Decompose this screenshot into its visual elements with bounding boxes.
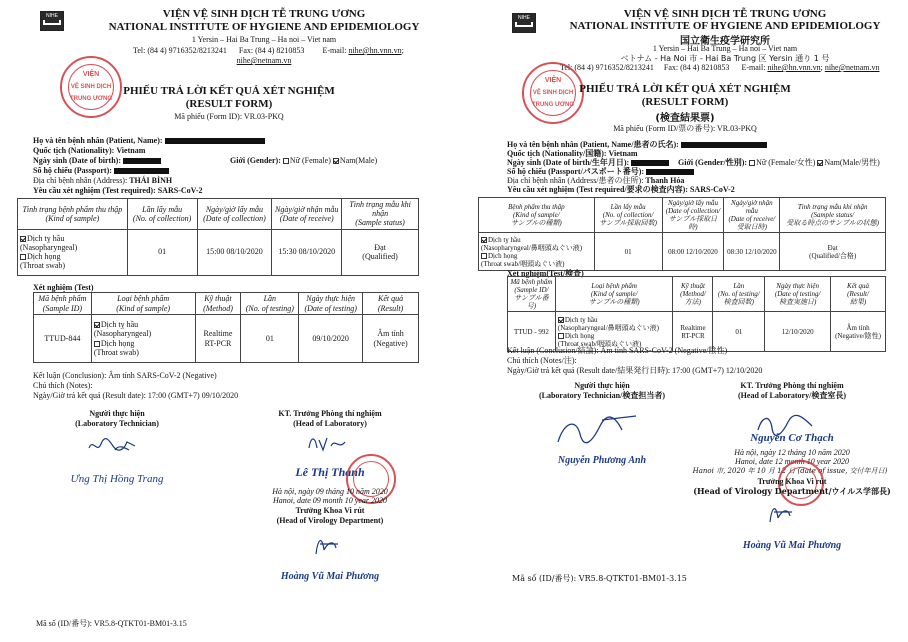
testing-date-cell: 12/10/2020 [765, 312, 831, 352]
virology-head-name: Hoàng Vũ Mai Phương [742, 540, 842, 551]
collection-no-cell: 01 [127, 229, 197, 275]
passport-row: Số hộ chiếu (Passport/パスポート番号): [507, 166, 694, 177]
virology-head-title-en: (Head of Virology Department/ウイルス学部長) [693, 486, 891, 496]
institute-logo [512, 13, 536, 33]
testing-label: Xét nghiệm (Test) [33, 283, 94, 292]
method-header: Kỹ thuật (Method) [195, 293, 241, 315]
email-link-2[interactable]: nihe@netnam.vn [824, 63, 880, 72]
receive-date-header: Ngày/giờ nhận mẫu (Date of receive) [272, 199, 342, 230]
virology-head-title: Trưởng Khoa Vi rút [295, 506, 365, 515]
lab-head-signature [305, 430, 349, 456]
test-required-row: Yêu cầu xét nghiệm (Test required/要求の検査内容): SARS-CoV-2 [507, 185, 735, 194]
institute-name-vn: VIỆN VỆ SINH DỊCH TỄ TRUNG ƯƠNG [162, 8, 366, 20]
logo-text: NIHE [518, 15, 530, 21]
throat-checkbox [481, 253, 487, 259]
virology-head-signature [308, 532, 348, 560]
female-checkbox[interactable] [283, 158, 289, 164]
collection-date-header: Ngày/giờ lấy mẫu (Date of collection) [197, 199, 272, 230]
footer-code: Mã số (ID/番号): VR5.8-QTKT01-BM01-3.15 [36, 619, 187, 628]
method-cell: Realtime RT-PCR [195, 315, 241, 363]
nasopharyngeal-checkbox [481, 237, 487, 243]
form-title-vn: PHIẾU TRẢ LỜI KẾT QUẢ XÉT NGHIỆM [123, 85, 335, 97]
test-table [33, 292, 419, 363]
issue-date-vn: Hà nội, ngày 09 tháng 10 năm 2020 [272, 487, 388, 496]
collection-date-cell: 15:00 08/10/2020 [197, 229, 272, 275]
receive-date-cell: 15:30 08/10/2020 [272, 229, 342, 275]
method-header: Kỹ thuật (Method/ 方法) [673, 277, 713, 312]
technician-title-en: (Laboratory Technician/検査担当者) [538, 391, 665, 400]
collection-date-cell: 08:00 12/10/2020 [662, 233, 724, 271]
passport-row: Số hộ chiếu (Passport): [33, 166, 169, 175]
sample-kind-header: Tình trạng bệnh phẩm thu thập (Kind of sample) [18, 199, 128, 230]
sample-status-header: Tình trạng mẫu khi nhận (Sample status/ 受取る時点のサンプルの状態) [780, 198, 886, 233]
contact-line: Tel: (84 4) 9716352/8213241 Fax: (84 4) 8210853 E-mail: nihe@hn.vnn.vn; [133, 46, 404, 55]
nationality-row: Quốc tịch (Nationality/国籍): Vietnam [507, 149, 638, 158]
kind-header: Loại bệnh phẩm (Kind of sample/ サンプルの種類) [555, 277, 673, 312]
sample-status-cell: Đạt (Qualified) [342, 229, 419, 275]
lab-head-name: Nguyễn Cơ Thạch [750, 432, 834, 444]
contact-line: Tel: (84 4) 9716352/8213241 Fax: (84 4) 8210853 E-mail: nihe@hn.vnn.vn; nihe@netnam.vn [560, 63, 880, 72]
fax: Fax: (84 4) 8210853 [663, 63, 730, 72]
result-form-multilingual [462, 0, 908, 642]
technician-signature [85, 432, 145, 458]
patient-name-row: Họ và tên bệnh nhân (Patient, Name/患者の氏名): [507, 139, 767, 150]
technician-name: Ưng Thị Hồng Trang [70, 473, 164, 485]
kind-cell: Dịch tỵ hầu (Nasopharyngeal/鼻咽頭ぬぐい液) Dịch họng (Throat swab/咽頭ぬぐい液) [555, 312, 673, 352]
testing-no-cell: 01 [713, 312, 765, 352]
sample-table [478, 197, 886, 271]
institute-name-en: NATIONAL INSTITUTE OF HYGIENE AND EPIDEMIOLOGY [569, 20, 881, 32]
email-link-2[interactable]: nihe@netnam.vn [236, 56, 292, 65]
redacted-name [681, 142, 767, 148]
address-row: Địa chỉ bệnh nhân (Address): THÁI BÌNH [33, 176, 173, 185]
address-row: Địa chỉ bệnh nhân (Address/患者の住所): Thanh Hóa [507, 176, 685, 185]
email-label: E-mail: [741, 63, 766, 72]
institute-name-jp: 国立衛生疫学研究所 [680, 36, 770, 47]
test-table [507, 276, 886, 352]
conclusion: Kết luận (Conclusion): Âm tính SARS-CoV-2 (Negative) [33, 371, 217, 380]
gender-row: Giới (Gender): Nữ (Female) Nam(Male) [230, 156, 378, 165]
lab-head-title: KT. Trưởng Phòng thí nghiệm [278, 409, 382, 418]
throat-checkbox [20, 254, 26, 260]
virology-head-name: Hoàng Vũ Mai Phương [280, 571, 380, 582]
technician-title-en: (Laboratory Technician) [75, 419, 159, 428]
nasopharyngeal-checkbox [20, 236, 26, 242]
sample-status-header: Tình trạng mẫu khi nhận (Sample status) [342, 199, 419, 230]
issue-date-vn: Hà nội, ngày 12 tháng 10 năm 2020 [734, 448, 850, 457]
collection-no-header: Lần lấy mẫu (No. of collection) [127, 199, 197, 230]
form-title-jp: (検査結果票) [655, 113, 715, 124]
nationality-row: Quốc tịch (Nationality): Vietnam [33, 146, 146, 155]
virology-head-title: Trưởng Khoa Vi rút [757, 477, 827, 486]
form-title-en: (RESULT FORM) [641, 96, 729, 108]
male-checkbox[interactable] [333, 158, 339, 164]
male-checkbox[interactable] [817, 160, 823, 166]
test-row [34, 315, 419, 363]
sample-kind-cell: Dịch tỵ hầu (Nasopharyngeal) Dịch họng (Throat swab) [18, 229, 128, 275]
testing-label: Xét nghiệm(Test/検査) [507, 269, 584, 278]
notes: Chú thích (Notes): [33, 381, 93, 390]
collection-no-cell: 01 [594, 233, 662, 271]
sample-kind-cell: Dịch tỵ hầu (Nasopharyngeal/鼻咽頭ぬぐい液) Dịch họng (Throat swab/咽頭ぬぐい液) [479, 233, 595, 271]
institute-name-en: NATIONAL INSTITUTE OF HYGIENE AND EPIDEMIOLOGY [108, 21, 420, 33]
sample-status-cell: Đạt (Qualified/合格) [780, 233, 886, 271]
receive-date-header: Ngày/giờ nhận mẫu (Date of receive/ 受取日時) [724, 198, 780, 233]
female-checkbox[interactable] [749, 160, 755, 166]
form-id: Mã phiếu (Form ID): VR.03-PKQ [174, 112, 284, 121]
testing-no-header: Lần (No. of testing/ 検査回数) [713, 277, 765, 312]
sample-id-header: Mã bệnh phẩm (Sample ID) [34, 293, 92, 315]
patient-name-row: Họ và tên bệnh nhân (Patient, Name): [33, 136, 265, 145]
institute-stamp: VIỆN VỆ SINH DỊCH TRUNG ƯƠNG [522, 62, 584, 124]
receive-date-cell: 08:30 12/10/2020 [724, 233, 780, 271]
result-date: Ngày/Giờ trả kết quả (Result date/結果発行日時): 17:00 (GMT+7) 12/10/2020 [507, 366, 763, 375]
virology-head-title-en: (Head of Virology Department) [276, 516, 384, 525]
issue-date-jp: Hanoi 市, 2020 年 10 月 12 日 (date of issue, 交付年月日) [692, 467, 888, 475]
institute-logo [40, 11, 64, 31]
sample-id-cell: TTUD-844 [34, 315, 92, 363]
collection-date-header: Ngày/giờ lấy mẫu (Date of collection/ サンプル採取日時) [662, 198, 724, 233]
testing-date-cell: 09/10/2020 [299, 315, 363, 363]
collection-no-header: Lần lấy mẫu (No. of collection/ サンプル採取回数) [594, 198, 662, 233]
tel: Tel: (84 4) 9716352/8213241 [133, 46, 227, 55]
sample-row [479, 233, 886, 271]
form-title-vn: PHIẾU TRẢ LỜI KẾT QUẢ XÉT NGHIỆM [579, 83, 791, 95]
test-required-row: Yêu cầu xét nghiệm (Test required): SARS-CoV-2 [33, 186, 203, 195]
result-header: Kết quả (Result) [363, 293, 419, 315]
testing-date-header: Ngày thực hiện (Date of testing/ 検査実施日) [765, 277, 831, 312]
form-id: Mã phiếu (Form ID/票の番号): VR.03-PKQ [613, 124, 757, 133]
institute-address: 1 Yersin – Hai Ba Trung – Ha noi – Viet nam [191, 35, 337, 44]
technician-title: Người thực hiện [574, 381, 630, 390]
sample-row [18, 229, 419, 275]
institute-name-vn: VIỆN VỆ SINH DỊCH TỄ TRUNG ƯƠNG [623, 8, 827, 20]
dob-row: Ngày sinh (Date of birth): [33, 156, 161, 165]
testing-no-header: Lần (No. of testing) [241, 293, 299, 315]
sample-table [17, 198, 419, 276]
temple-roof-icon [515, 22, 533, 27]
institute-address-jp: ベトナム - Ha Noi 市 - Hai Ba Trung 区 Yersin 通り 1 号 [620, 54, 830, 63]
issue-date-en: Hanoi, date 12 month 10 year 2020 [735, 457, 849, 466]
sample-kind-header: Bệnh phẩm thu thập (Kind of sample/ サンプルの種類) [479, 198, 595, 233]
lab-head-name: Lê Thị Thanh [295, 465, 365, 479]
result-header: Kết quả (Result/ 結果) [831, 277, 886, 312]
dob-row: Ngày sinh (Date of birth/生年月日): [507, 157, 669, 168]
result-cell: Âm tính (Negative/陰性) [831, 312, 886, 352]
kind-header: Loại bệnh phẩm (Kind of sample) [91, 293, 195, 315]
footer-code: Mã số (ID/番号): VR5.8-QTKT01-BM01-3.15 [512, 574, 687, 583]
gender-row: Giới (Gender/性別): Nữ (Female/女性) Nam(Male/男性) [678, 158, 880, 167]
redacted-name [165, 138, 265, 144]
sample-id-cell: TTUD - 992 [508, 312, 556, 352]
logo-text: NIHE [46, 13, 58, 19]
institute-stamp: VIỆN VỆ SINH DỊCH TRUNG ƯƠNG [60, 56, 122, 118]
redacted-passport [114, 168, 169, 174]
technician-title: Người thực hiện [89, 409, 145, 418]
result-date: Ngày/Giờ trả kết quả (Result date): 17:00 (GMT+7) 09/10/2020 [33, 391, 239, 400]
email-link-1[interactable]: nihe@hn.vnn.vn [767, 63, 821, 72]
issue-date-en: Hanoi, date 09 month 10 year 2020 [273, 496, 387, 505]
testing-no-cell: 01 [241, 315, 299, 363]
temple-roof-icon [43, 20, 61, 25]
sample-id-header: Mã bệnh phẩm (Sample ID/ サンプル番号) [508, 277, 556, 312]
form-title-en: (RESULT FORM) [185, 98, 273, 110]
institute-address: 1 Yersin – Hai Ba Trung – Ha noi – Viet nam [652, 44, 798, 53]
technician-signature [552, 412, 642, 448]
lab-head-title-en: (Head of Laboratory/検査室長) [738, 391, 846, 400]
email-label: E-mail: [322, 46, 347, 55]
redacted-dob [123, 158, 161, 164]
fax: Fax: (84 4) 8210853 [238, 46, 305, 55]
tel: Tel: (84 4) 9716352/8213241 [560, 63, 654, 72]
method-cell: Realtime RT-PCR [673, 312, 713, 352]
virology-head-signature [762, 500, 802, 528]
kind-cell: Dịch tỵ hầu (Nasopharyngeal) Dịch họng (Throat swab) [91, 315, 195, 363]
result-cell: Âm tính (Negative) [363, 315, 419, 363]
notes: Chú thích (Notes/注): [507, 356, 577, 365]
email-link-1[interactable]: nihe@hn.vnn.vn [348, 46, 402, 55]
lab-head-title-en: (Head of Laboratory) [293, 419, 367, 428]
conclusion: Kết luận (Conclusion/結論): Âm tính SARS-CoV-2 (Negative/陰性) [507, 346, 728, 355]
lab-head-title: KT. Trưởng Phòng thí nghiệm [740, 381, 844, 390]
testing-date-header: Ngày thực hiện (Date of testing) [299, 293, 363, 315]
technician-name: Nguyễn Phương Anh [557, 455, 647, 466]
